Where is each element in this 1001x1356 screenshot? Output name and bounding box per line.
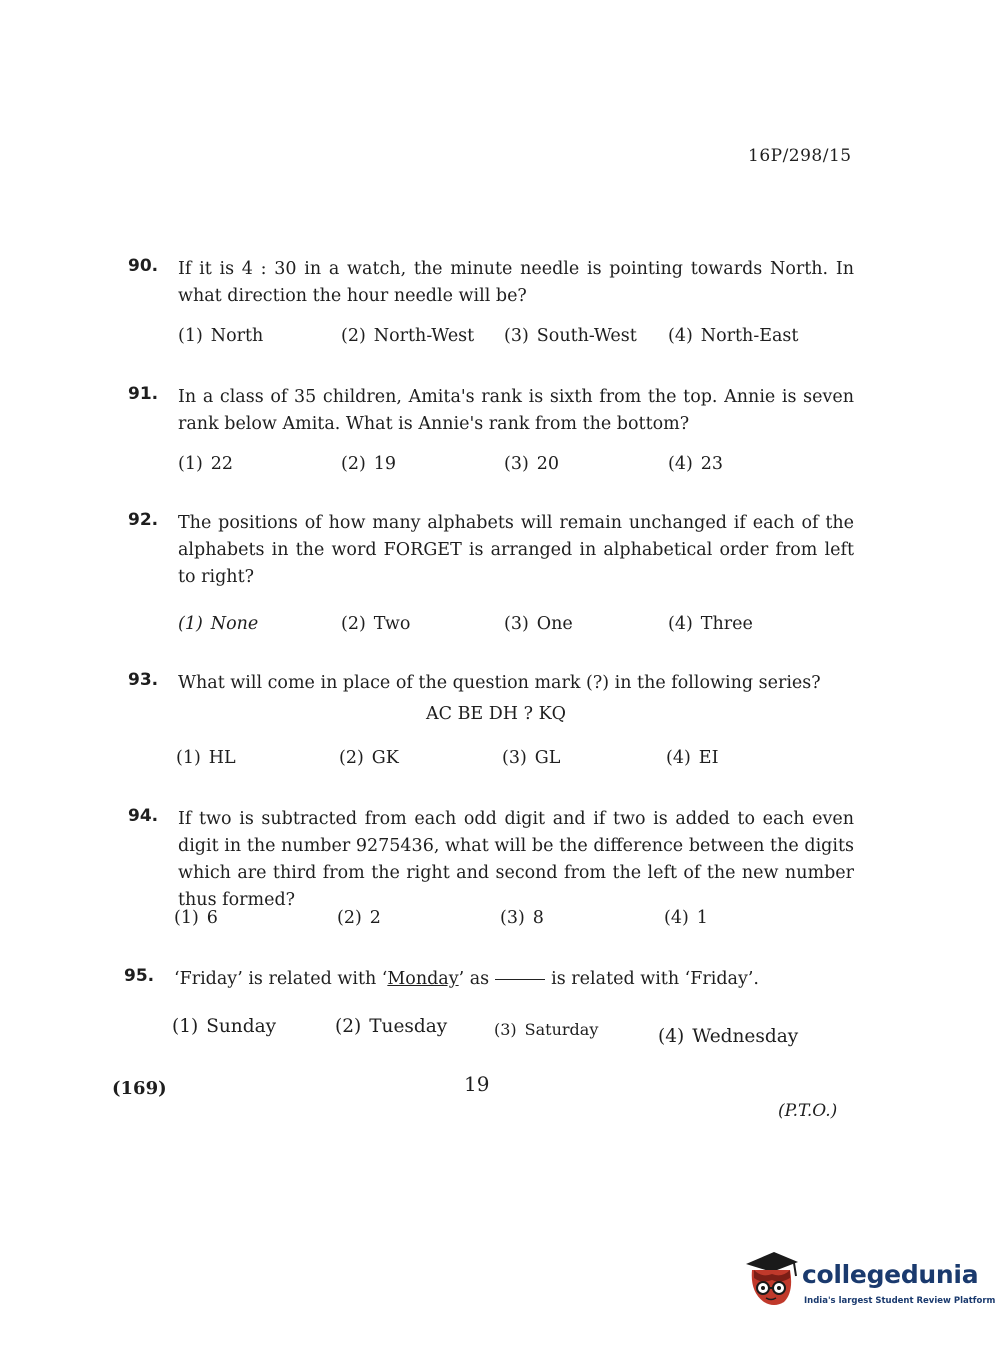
option-4: (4) 23: [668, 454, 724, 474]
question-text: ‘Friday’ is related with ‘Monday’ as is related with ‘Friday’.: [174, 969, 759, 989]
option-1: (1) North: [178, 326, 264, 346]
options-95: [172, 1016, 852, 1047]
option-2: (2) GK: [339, 748, 399, 768]
option-3: (3) South-West: [504, 326, 637, 346]
page-number: 19: [464, 1072, 490, 1096]
option-4: (4) EI: [666, 748, 719, 768]
booklet-code: (169): [112, 1078, 167, 1099]
option-4: (4) Three: [668, 614, 753, 634]
option-2: (2) 2: [337, 908, 381, 928]
option-1: (1) 6: [174, 908, 218, 928]
question-text: If two is subtracted from each odd digit and if two is added to each even digit in the number 9275436, what will be the difference between the digits which are third from the right and second from the left of the new number thus formed?: [178, 809, 854, 910]
question-number: 91.: [128, 384, 159, 404]
please-turn-over: (P.T.O.): [778, 1101, 838, 1121]
option-2: (2) 19: [341, 454, 397, 474]
options-90: [178, 326, 858, 352]
series: AC BE DH ? KQ: [425, 704, 566, 724]
option-2: (2) North-West: [341, 326, 475, 346]
brand-name: collegedunia: [802, 1260, 979, 1289]
question-text: [178, 670, 854, 728]
mascot-icon: [742, 1248, 802, 1314]
question-number: 94.: [128, 806, 159, 826]
option-3: (3) Saturday: [494, 1020, 599, 1039]
option-1: (1) None: [178, 614, 259, 634]
option-1: (1) 22: [178, 454, 234, 474]
option-4: (4) Wednesday: [658, 1026, 799, 1047]
question-text: The positions of how many alphabets will remain unchanged if each of the alphabets in the word FORGET is arranged in alphabetical order from left to right?: [178, 513, 854, 587]
options-94: [174, 908, 854, 934]
question-number: 93.: [128, 670, 159, 690]
option-3: (3) 20: [504, 454, 560, 474]
question-number: 92.: [128, 510, 159, 530]
option-3: (3) GL: [502, 748, 561, 768]
question-text: In a class of 35 children, Amita's rank is sixth from the top. Annie is seven rank below Amita. What is Annie's rank from the bottom?: [178, 387, 854, 434]
option-2: (2) Tuesday: [335, 1016, 448, 1037]
option-3: (3) 8: [500, 908, 544, 928]
options-93: [176, 748, 856, 774]
option-2: (2) Two: [341, 614, 411, 634]
option-1: (1) Sunday: [172, 1016, 277, 1037]
brand-tagline: India's largest Student Review Platform: [804, 1296, 996, 1306]
blank-line: [495, 979, 545, 980]
options-91: [178, 454, 858, 480]
option-1: (1) HL: [176, 748, 236, 768]
option-4: (4) North-East: [668, 326, 799, 346]
options-92: [178, 614, 858, 640]
option-4: (4) 1: [664, 908, 708, 928]
question-text-line: What will come in place of the question mark (?) in the following series?: [178, 673, 821, 693]
question-number: 90.: [128, 256, 159, 276]
question-number: 95.: [124, 966, 155, 986]
paper-code: 16P/298/15: [748, 146, 852, 166]
collegedunia-watermark: [742, 1248, 996, 1318]
option-3: (3) One: [504, 614, 573, 634]
question-text: If it is 4 : 30 in a watch, the minute needle is pointing towards North. In what direction the hour needle will be?: [178, 259, 854, 306]
